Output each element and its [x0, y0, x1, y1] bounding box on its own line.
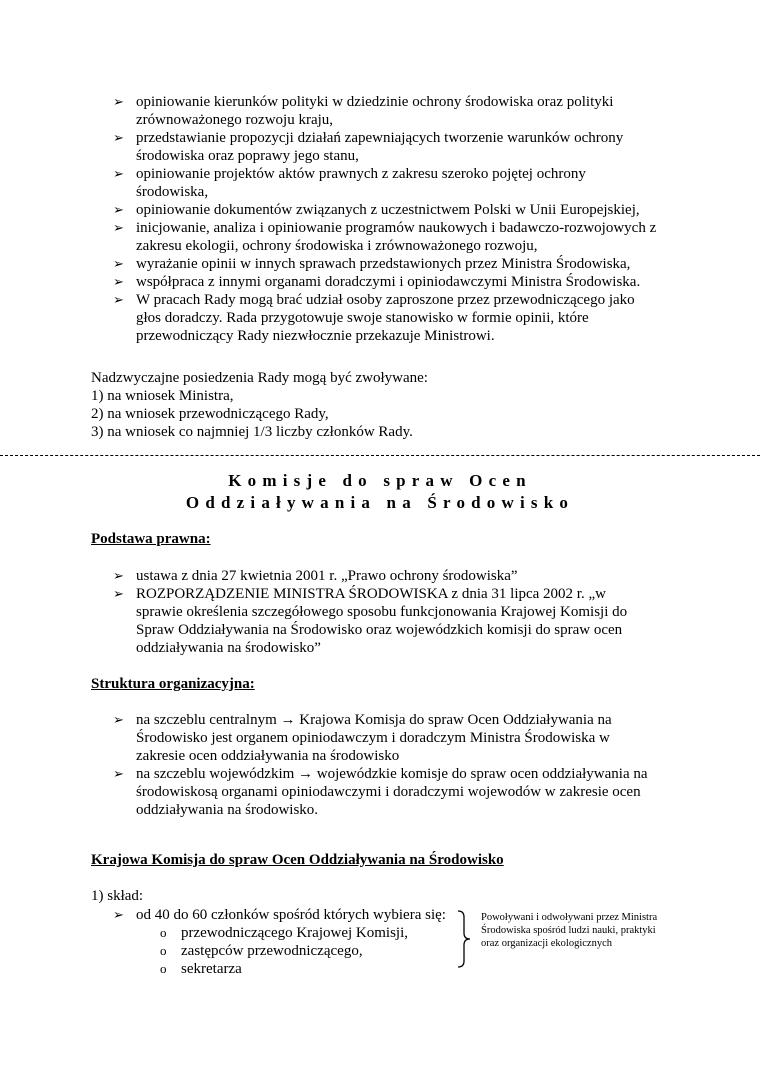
- section-title-line-1: Komisje do spraw Ocen: [228, 471, 532, 490]
- structure-list: [113, 711, 673, 819]
- bullet-line: sprawie określenia szczegółowego sposobu funkcjonowania Krajowej Komisji do: [136, 604, 628, 620]
- structure-heading: Struktura organizacyjna:: [91, 676, 255, 692]
- list-item: [113, 255, 673, 273]
- bullet-line: na szczeblu wojewódzkim → wojewódzkie komisje do spraw ocen oddziaływania na: [136, 766, 648, 782]
- list-item: [113, 165, 673, 201]
- bullet-line: W pracach Rady mogą brać udział osoby zaproszone przez przewodniczącego jako: [136, 292, 635, 308]
- arrow-bullet-icon: ➢: [113, 712, 124, 727]
- list-item: [113, 93, 673, 129]
- list-item: [160, 960, 408, 978]
- circle-bullet-icon: o: [160, 925, 167, 940]
- bullet-line: oddziaływania na środowisko”: [136, 640, 321, 656]
- bullet-line: przedstawianie propozycji działań zapewniających tworzenie warunków ochrony: [136, 130, 624, 146]
- bullet-line: zrównoważonego rozwoju kraju,: [136, 112, 334, 128]
- sub-item-text: sekretarza: [181, 961, 242, 977]
- list-item: [113, 129, 673, 165]
- arrow-bullet-icon: ➢: [113, 766, 124, 781]
- list-item: [113, 567, 673, 585]
- bullet-line: opiniowanie dokumentów związanych z uczestnictwem Polski w Unii Europejskiej,: [136, 202, 640, 218]
- bullet-line: inicjowanie, analiza i opiniowanie programów naukowych i badawczo-rozwojowych z: [136, 220, 657, 236]
- extraordinary-intro: Nadzwyczajne posiedzenia Rady mogą być zwoływane:: [91, 370, 428, 386]
- members-list: [113, 906, 473, 924]
- arrow-bullet-icon: ➢: [113, 130, 124, 145]
- list-item: [113, 765, 673, 819]
- list-item: [160, 924, 408, 942]
- list-item: [113, 585, 673, 657]
- list-item: [113, 291, 673, 345]
- bullet-line: wyrażanie opinii w innych sprawach przedstawionych przez Ministra Środowiska,: [136, 256, 631, 272]
- section-title-line-2: Oddziaływania na Środowisko: [185, 493, 575, 512]
- council-tasks-list: [113, 93, 673, 345]
- extraordinary-sessions: [91, 369, 691, 441]
- arrow-bullet-icon: ➢: [113, 568, 124, 583]
- bullet-line: zakresie ocen oddziaływania na środowisko: [136, 748, 400, 764]
- arrow-bullet-icon: ➢: [113, 166, 124, 181]
- composition-label: 1) skład:: [91, 888, 144, 904]
- sub-item-text: zastępców przewodniczącego,: [181, 943, 363, 959]
- section-divider: [0, 455, 760, 456]
- list-item: [113, 219, 673, 255]
- extraordinary-item: 3) na wniosek co najmniej 1/3 liczby członków Rady.: [91, 424, 413, 440]
- arrow-bullet-icon: ➢: [113, 274, 124, 289]
- bullet-line: Środowisko jest organem opiniodawczym i doradczym Ministra Środowiska w: [136, 730, 610, 746]
- sub-item-text: przewodniczącego Krajowej Komisji,: [181, 925, 408, 941]
- curly-brace-icon: [455, 910, 475, 968]
- bullet-line: przewodniczący Rady niezwłocznie przekazuje Ministrowi.: [136, 328, 495, 344]
- circle-bullet-icon: o: [160, 961, 167, 976]
- list-item: [160, 942, 408, 960]
- bullet-line: głos doradczy. Rada przygotowuje swoje stanowisko w formie opinii, które: [136, 310, 589, 326]
- arrow-bullet-icon: ➢: [113, 220, 124, 235]
- members-sub-list: [160, 924, 408, 978]
- arrow-bullet-icon: ➢: [113, 256, 124, 271]
- bullet-line: opiniowanie kierunków polityki w dziedzinie ochrony środowiska oraz polityki: [136, 94, 614, 110]
- national-commission-heading: Krajowa Komisja do spraw Ocen Oddziaływania na Środowisko: [91, 852, 504, 868]
- list-item: [113, 201, 673, 219]
- list-item: [113, 711, 673, 765]
- extraordinary-item: 1) na wniosek Ministra,: [91, 388, 234, 404]
- circle-bullet-icon: o: [160, 943, 167, 958]
- note-line: oraz organizacji ekologicznych: [481, 938, 612, 949]
- bullet-line: środowiska oraz poprawy jego stanu,: [136, 148, 359, 164]
- bullet-line: zakresu ekologii, ochrony środowiska i zrównoważonego rozwoju,: [136, 238, 538, 254]
- arrow-bullet-icon: ➢: [113, 907, 124, 922]
- bullet-line: opiniowanie projektów aktów prawnych z zakresu szeroko pojętej ochrony: [136, 166, 586, 182]
- arrow-bullet-icon: ➢: [113, 292, 124, 307]
- arrow-bullet-icon: ➢: [113, 94, 124, 109]
- bullet-line: współpraca z innymi organami doradczymi i opiniodawczymi Ministra Środowiska.: [136, 274, 641, 290]
- legal-basis-list: [113, 567, 673, 657]
- bullet-line: ustawa z dnia 27 kwietnia 2001 r. „Prawo ochrony środowiska”: [136, 568, 518, 584]
- arrow-bullet-icon: ➢: [113, 586, 124, 601]
- legal-basis-heading: Podstawa prawna:: [91, 531, 211, 547]
- list-item: [113, 906, 473, 924]
- arrow-bullet-icon: ➢: [113, 202, 124, 217]
- bullet-line: środowiskosą organami opiniodawczymi i doradczymi wojewodów w zakresie ocen: [136, 784, 641, 800]
- bullet-line: środowiska,: [136, 184, 209, 200]
- extraordinary-item: 2) na wniosek przewodniczącego Rady,: [91, 406, 329, 422]
- bullet-line: ROZPORZĄDZENIE MINISTRA ŚRODOWISKA z dnia 31 lipca 2002 r. „w: [136, 586, 606, 602]
- bullet-line: Spraw Oddziaływania na Środowisko oraz wojewódzkich komisji do spraw ocen: [136, 622, 623, 638]
- note-line: Powoływani i odwoływani przez Ministra: [481, 912, 658, 923]
- bullet-line: na szczeblu centralnym → Krajowa Komisja do spraw Ocen Oddziaływania na: [136, 712, 612, 728]
- bullet-line: oddziaływania na środowisko.: [136, 802, 319, 818]
- list-item: [113, 273, 673, 291]
- members-text: od 40 do 60 członków spośród których wybiera się:: [136, 907, 446, 923]
- note-line: Środowiska spośród ludzi nauki, praktyki: [481, 925, 656, 936]
- appointment-note: [481, 911, 721, 950]
